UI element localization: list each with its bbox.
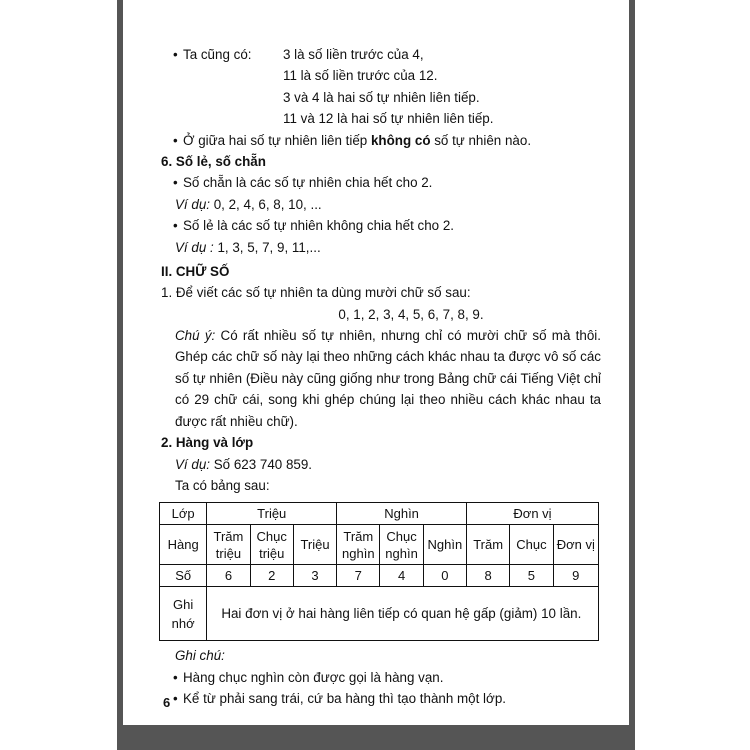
text: 3 là số liền trước của 4, xyxy=(283,47,424,62)
table-cell: 7 xyxy=(337,565,380,587)
table-cell: Số xyxy=(160,565,207,587)
bullet-line: • Hàng chục nghìn còn được gọi là hàng vạn. xyxy=(161,667,601,688)
table-cell: 3 xyxy=(293,565,336,587)
table-cell: Hàng xyxy=(160,525,207,565)
example-line xyxy=(161,194,601,215)
table-cell: Trăm xyxy=(467,525,510,565)
table-cell: Chục nghìn xyxy=(380,525,423,565)
table-cell: 2 xyxy=(250,565,293,587)
text-line: 3 và 4 là hai số tự nhiên liên tiếp. xyxy=(283,89,480,105)
bullet-line: • Số chẵn là các số tự nhiên chia hết cho 2. xyxy=(161,172,601,193)
table-cell: Triệu xyxy=(293,525,336,565)
table-cell: Ghi nhớ xyxy=(160,587,207,641)
table-cell: Chục xyxy=(510,525,553,565)
italic-label: Ví dụ: xyxy=(175,196,210,212)
table-cell: 6 xyxy=(207,565,250,587)
text: Có rất nhiều số tự nhiên, nhưng chỉ có mười chữ số mà thôi. Ghép các chữ số này lại theo những cách khác nhau ta được vô số các số tự nhiên (Điều này cũng giống như trong Bảng chữ cái Tiếng Việt chỉ có 29 chữ cái, song khi ghép chúng lại theo nhiều cách khác nhau ta được rất nhiều chữ). xyxy=(175,328,601,429)
section-heading: 6. Số lẻ, số chẵn xyxy=(161,153,266,169)
table-cell: 0 xyxy=(423,565,466,587)
notes-label: Ghi chú: xyxy=(175,648,225,664)
table-cell: 5 xyxy=(510,565,553,587)
text-line: 11 là số liền trước của 12. xyxy=(283,68,438,84)
chapter-heading: II. CHỮ SỐ xyxy=(161,263,230,279)
numbered-line: 1. Để viết các số tự nhiên ta dùng mười chữ số sau: xyxy=(161,285,471,301)
table-cell: Hai đơn vị ở hai hàng liên tiếp có quan hệ gấp (giảm) 10 lần. xyxy=(207,587,599,641)
table-cell: 4 xyxy=(380,565,423,587)
table-row xyxy=(160,565,599,587)
bullet-line xyxy=(161,130,601,151)
page-number: 6 xyxy=(163,695,171,710)
text: số tự nhiên nào. xyxy=(430,132,532,148)
place-value-table xyxy=(159,502,599,641)
bullet-line: • Kể từ phải sang trái, cứ ba hàng thì tạo thành một lớp. xyxy=(161,688,601,709)
bullet-line: • Số lẻ là các số tự nhiên không chia hết cho 2. xyxy=(161,215,601,236)
text: 0, 2, 4, 6, 8, 10, ... xyxy=(210,196,322,212)
section-heading: 2. Hàng và lớp xyxy=(161,435,254,451)
example-line xyxy=(161,454,601,475)
text: Số 623 740 859. xyxy=(210,456,313,472)
digits-line: 0, 1, 2, 3, 4, 5, 6, 7, 8, 9. xyxy=(338,306,484,322)
table-row xyxy=(160,525,599,565)
table-cell: Trăm nghìn xyxy=(337,525,380,565)
page-content xyxy=(161,44,601,709)
table-cell: 9 xyxy=(553,565,598,587)
text-line: 11 và 12 là hai số tự nhiên liên tiếp. xyxy=(283,111,494,127)
table-cell: Chục triệu xyxy=(250,525,293,565)
text: Ta cũng có: xyxy=(183,47,252,62)
example-line xyxy=(161,237,601,258)
note-paragraph xyxy=(161,325,601,432)
table-cell: Trăm triệu xyxy=(207,525,250,565)
italic-label: Chú ý: xyxy=(175,328,216,344)
table-row xyxy=(160,503,599,525)
bullet-line xyxy=(161,44,601,65)
text: 1, 3, 5, 7, 9, 11,... xyxy=(213,239,321,255)
bold-text: không có xyxy=(370,132,431,148)
table-cell: Nghìn xyxy=(337,503,467,525)
italic-label: Ví dụ : xyxy=(175,239,214,255)
table-cell: Lớp xyxy=(160,503,207,525)
table-cell: 8 xyxy=(467,565,510,587)
text: Ở giữa hai số tự nhiên liên tiếp xyxy=(183,132,371,148)
table-cell: Đơn vị xyxy=(553,525,598,565)
text-line: Ta có bảng sau: xyxy=(175,477,270,493)
table-cell: Đơn vị xyxy=(467,503,599,525)
table-cell: Nghìn xyxy=(423,525,466,565)
italic-label: Ví dụ: xyxy=(175,456,210,472)
table-row xyxy=(160,587,599,641)
table-cell: Triệu xyxy=(207,503,337,525)
document-page xyxy=(123,0,629,725)
